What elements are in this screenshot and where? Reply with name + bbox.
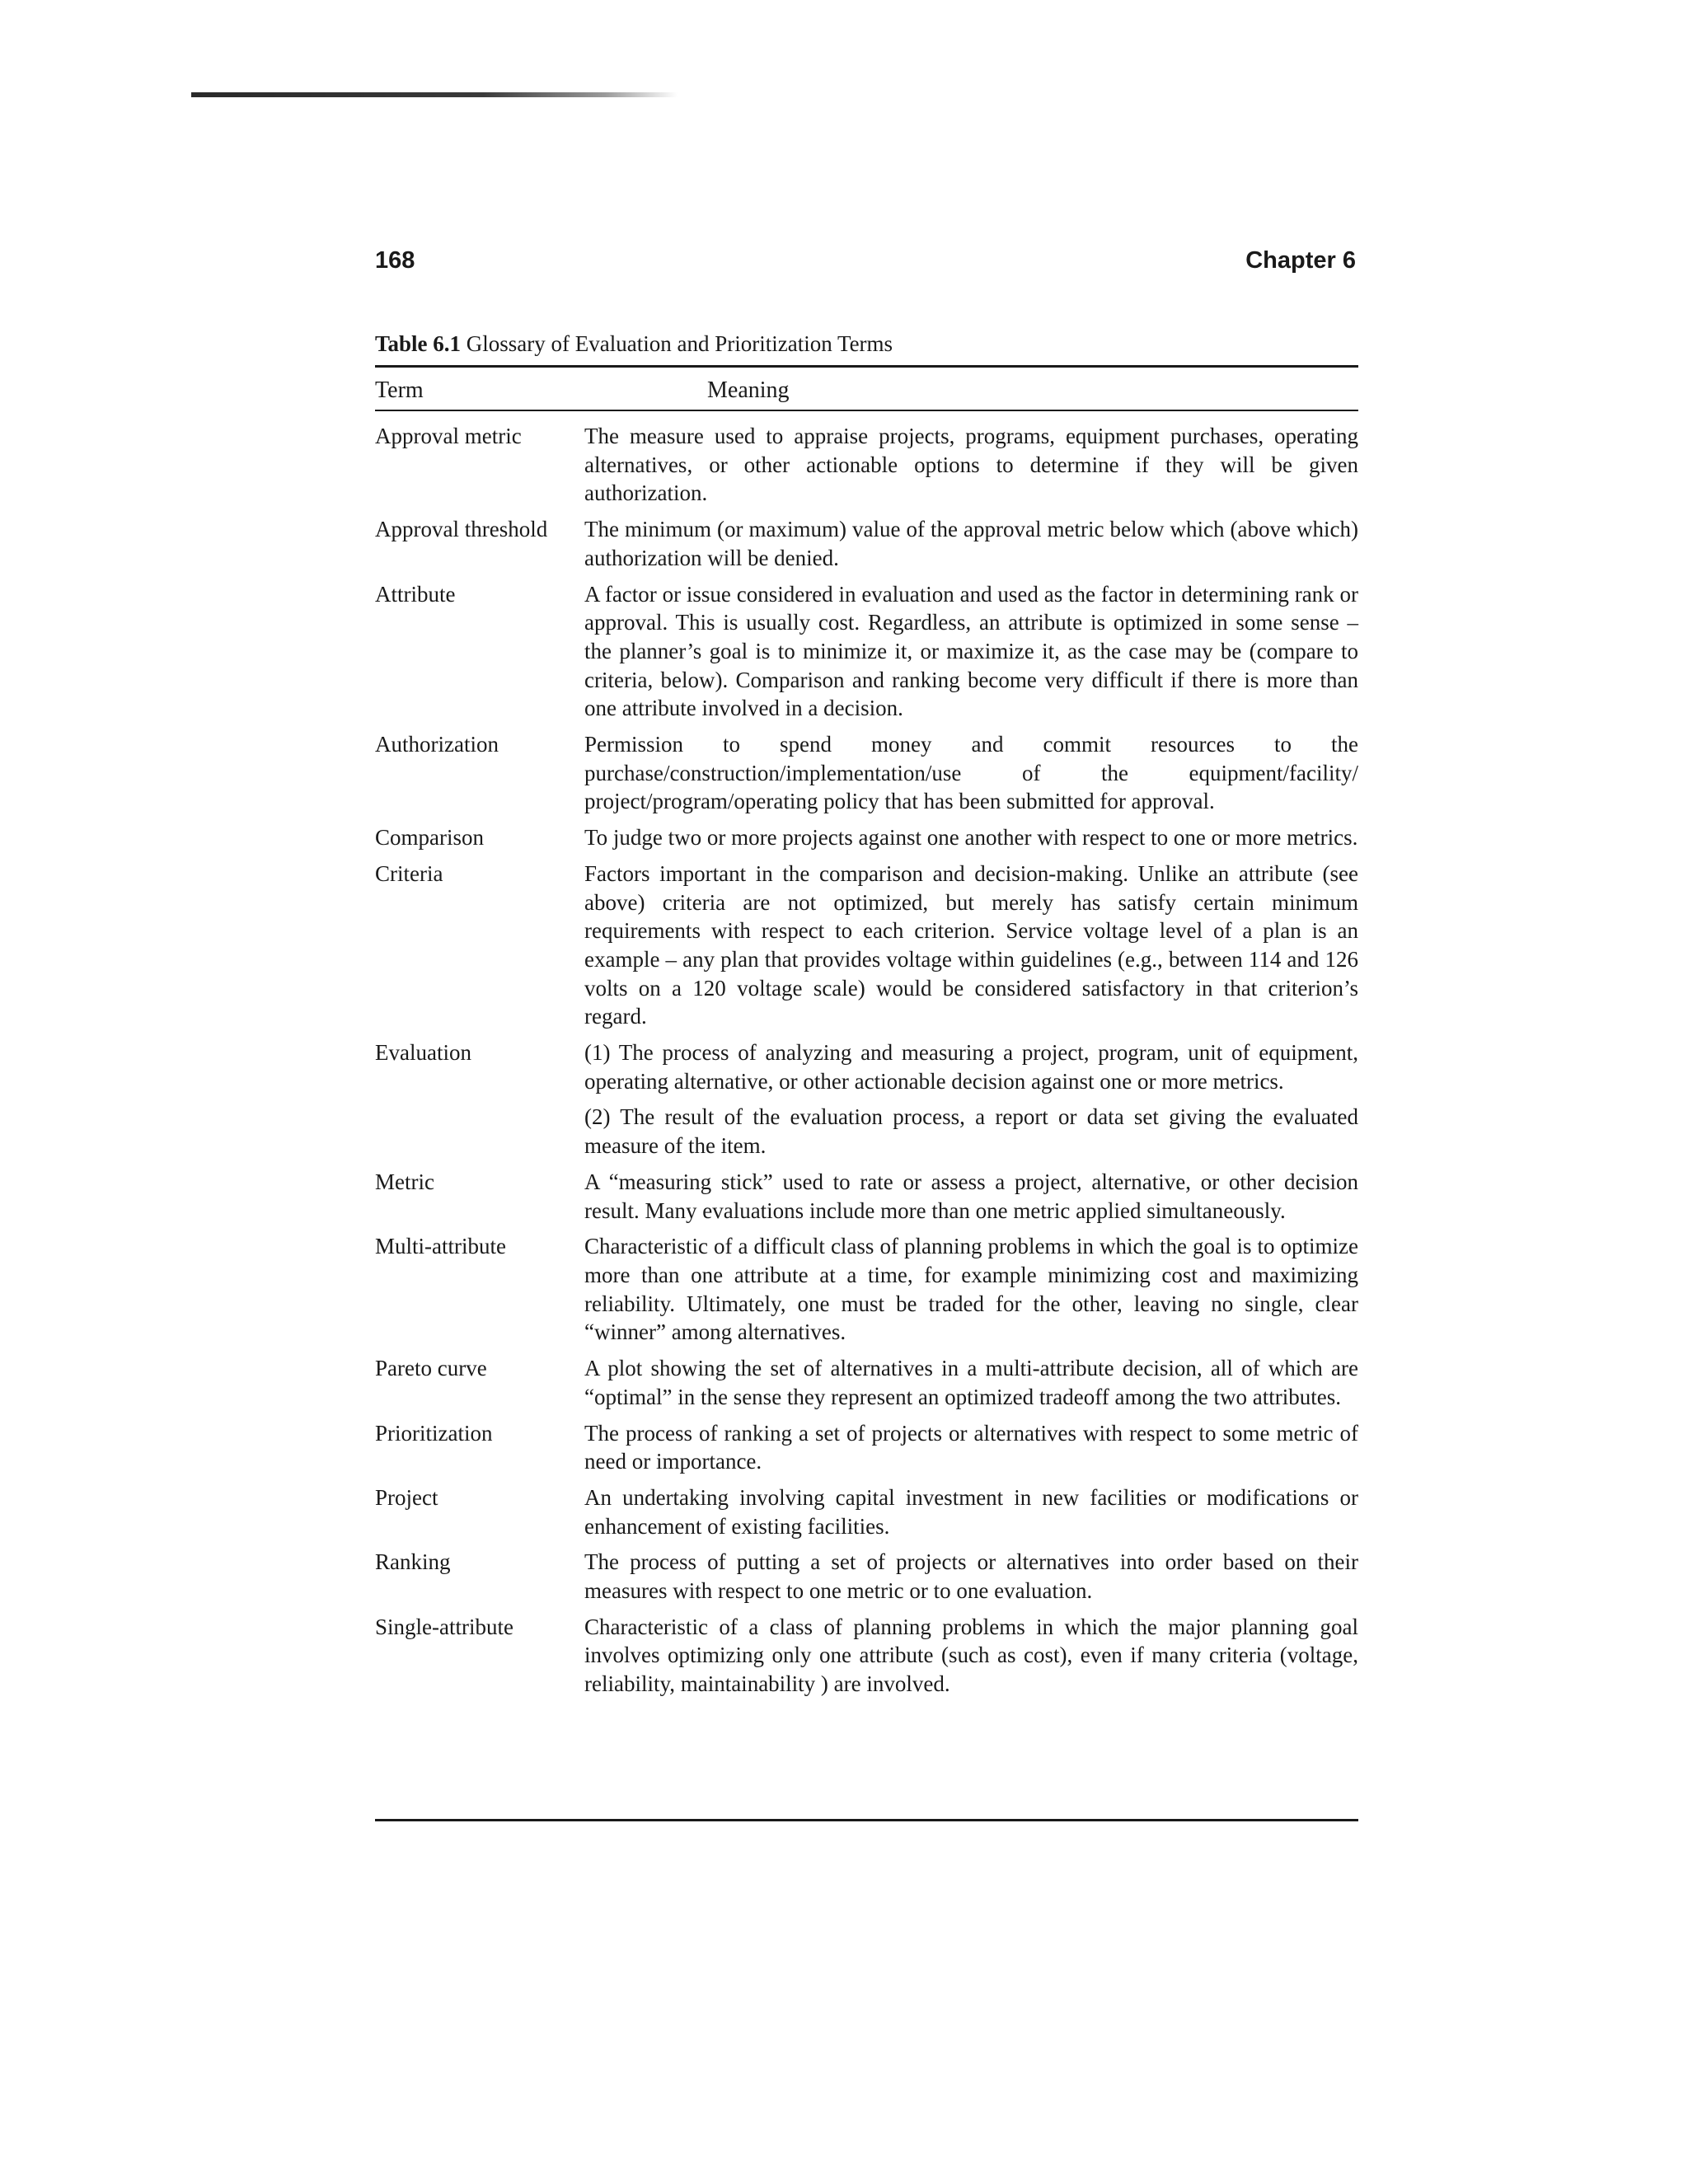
glossary-meaning-paragraph: Permission to spend money and commit resources to the purchase/construction/implementation/use of the equipment/facility/ project/program/operating policy that has been submitted for approval.: [584, 732, 1358, 814]
scan-edge-rule: [191, 92, 678, 97]
glossary-term: Project: [375, 1484, 438, 1510]
glossary-term: Criteria: [375, 860, 443, 886]
glossary-meaning: [584, 515, 1358, 572]
glossary-meaning-paragraph: (1) The process of analyzing and measuring a project, program, unit of equipment, operating alternative, or other actionable decision against one or more metrics.: [584, 1040, 1358, 1094]
glossary-meaning: [584, 1232, 1358, 1347]
glossary-meaning-paragraph: (2) The result of the evaluation process, a report or data set giving the evaluated measure of the item.: [584, 1104, 1358, 1159]
running-head: [375, 247, 1356, 288]
glossary-meaning-paragraph: The minimum (or maximum) value of the approval metric below which (above which) authorization will be denied.: [584, 517, 1358, 570]
glossary-term: Metric: [375, 1169, 434, 1194]
glossary-row: [375, 515, 1358, 572]
glossary-term: Comparison: [375, 825, 484, 851]
glossary-meaning-paragraph: Characteristic of a class of planning problems in which the major planning goal involves optimizing only one attribute (such as cost), even if many criteria (voltage, reliability, maintainability ) are involved.: [584, 1614, 1358, 1697]
column-header-meaning: Meaning: [707, 377, 790, 403]
glossary-meaning-paragraph: A factor or issue considered in evaluation and used as the factor in determining rank or approval. This is usually cost. Regardless, an attribute is optimized in some sense – the planner’s goal is to minimize it, or maximize it, as the case may be (compare to criteria, below). Comparison and ranking become very difficult if there is more than one attribute involved in a decision.: [584, 581, 1358, 721]
table-caption-label: Table 6.1: [375, 331, 462, 356]
glossary-meaning-paragraph: An undertaking involving capital investment in new facilities or modifications or enhancement of existing facilities.: [584, 1484, 1358, 1539]
glossary-meaning: [584, 1419, 1358, 1476]
glossary-meaning-paragraph: To judge two or more projects against one another with respect to one or more metrics.: [584, 825, 1358, 851]
glossary-row: [375, 422, 1358, 508]
page-number: 168: [375, 247, 415, 274]
glossary-row: [375, 730, 1358, 816]
glossary-row: [375, 580, 1358, 724]
glossary-term: Pareto curve: [375, 1356, 487, 1381]
glossary-term: Approval threshold: [375, 517, 548, 542]
glossary-term: Authorization: [375, 732, 499, 757]
chapter-label: Chapter 6: [1245, 247, 1356, 274]
glossary-row: [375, 1232, 1358, 1347]
glossary-meaning: [584, 1483, 1358, 1540]
glossary-term: Ranking: [375, 1549, 451, 1575]
glossary-row: [375, 1613, 1358, 1699]
glossary-meaning: [584, 1168, 1358, 1225]
glossary-row: [375, 1419, 1358, 1476]
glossary-meaning-paragraph: The process of ranking a set of projects or alternatives with respect to some metric of need or importance.: [584, 1420, 1358, 1474]
glossary-row: [375, 1483, 1358, 1540]
glossary-row: [375, 823, 1358, 852]
glossary-row: [375, 860, 1358, 1031]
glossary-meaning-paragraph: Factors important in the comparison and decision-making. Unlike an attribute (see above) criteria are not optimized, but merely has satisfy certain minimum requirements with respect to each criterion. Service voltage level of a plan is an example – any plan that provides voltage within guidelines (e.g., between 114 and 126 volts on a 120 voltage scale) would be considered satisfactory in that criterion’s regard.: [584, 860, 1358, 1029]
table-header-rule: [375, 410, 1358, 411]
glossary-meaning: [584, 1038, 1358, 1160]
glossary-meaning-paragraph: Characteristic of a difficult class of planning problems in which the goal is to optimize more than one attribute at a time, for example minimizing cost and maximizing reliability. Ultimately, one must be traded for the other, leaving no single, clear “winner” among alternatives.: [584, 1234, 1358, 1345]
glossary-meaning-paragraph: A plot showing the set of alternatives in a multi-attribute decision, all of which are “optimal” in the sense they represent an optimized tradeoff among the two attributes.: [584, 1356, 1358, 1409]
glossary-meaning-paragraph: The measure used to appraise projects, programs, equipment purchases, operating alternatives, or other actionable options to determine if they will be given authorization.: [584, 424, 1358, 506]
table-top-rule: [375, 365, 1358, 368]
glossary-meaning: [584, 1613, 1358, 1699]
glossary-meaning: [584, 1354, 1358, 1411]
glossary-table: [375, 422, 1358, 1706]
glossary-row: [375, 1038, 1358, 1160]
glossary-meaning: [584, 730, 1358, 816]
glossary-meaning: [584, 1548, 1358, 1605]
glossary-term: Approval metric: [375, 424, 522, 448]
glossary-term: Single-attribute: [375, 1614, 513, 1639]
glossary-meaning: [584, 860, 1358, 1031]
glossary-meaning: [584, 422, 1358, 508]
glossary-meaning-paragraph: A “measuring stick” used to rate or assess a project, alternative, or other decision result. Many evaluations include more than one metric applied simultaneously.: [584, 1169, 1358, 1223]
glossary-row: [375, 1548, 1358, 1605]
glossary-term: Prioritization: [375, 1420, 493, 1446]
column-header-term: Term: [375, 377, 424, 403]
glossary-row: [375, 1354, 1358, 1411]
glossary-term: Evaluation: [375, 1040, 471, 1066]
table-caption: [375, 331, 893, 357]
glossary-meaning: [584, 580, 1358, 724]
glossary-term: Attribute: [375, 581, 456, 607]
table-bottom-rule: [375, 1819, 1358, 1821]
glossary-term: Multi-attribute: [375, 1234, 506, 1259]
glossary-meaning-paragraph: The process of putting a set of projects or alternatives into order based on their measures with respect to one metric or to one evaluation.: [584, 1549, 1358, 1604]
table-caption-title: Glossary of Evaluation and Prioritization Terms: [466, 331, 893, 356]
glossary-row: [375, 1168, 1358, 1225]
glossary-meaning: [584, 823, 1358, 852]
